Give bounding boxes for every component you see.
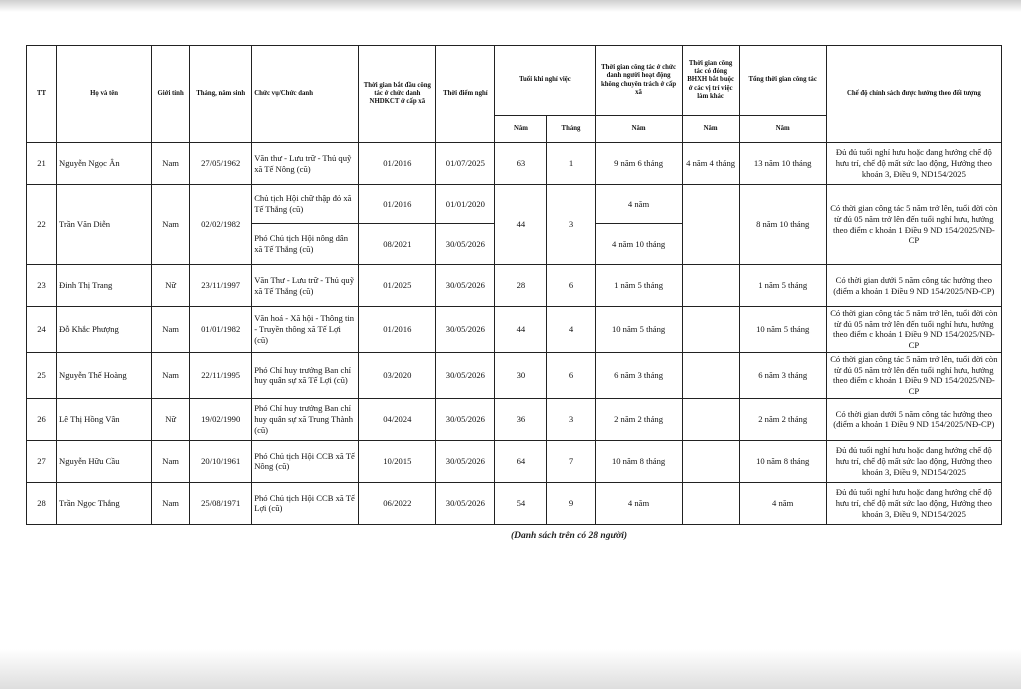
cell-age-years: 30 xyxy=(495,352,547,398)
cell-gender: Nam xyxy=(152,307,190,353)
cell-age-months: 7 xyxy=(547,440,595,482)
cell-age-years: 44 xyxy=(495,185,547,265)
table-row xyxy=(27,352,1002,398)
cell-total: 10 năm 5 tháng xyxy=(739,307,826,353)
cell-tt: 28 xyxy=(27,482,57,524)
cell-position: Phó Chủ tịch Hội CCB xã Tế Lợi (cũ) xyxy=(252,482,359,524)
cell-age-years: 54 xyxy=(495,482,547,524)
cell-gender: Nữ xyxy=(152,398,190,440)
cell-position: Văn hoá - Xã hội - Thông tin - Truyền thông xã Tế Lợi (cũ) xyxy=(252,307,359,353)
cell-bhxh xyxy=(682,265,739,307)
cell-age-months: 3 xyxy=(547,398,595,440)
cell-age-months: 6 xyxy=(547,352,595,398)
table-row xyxy=(27,265,1002,307)
cell-dob: 02/02/1982 xyxy=(190,185,252,265)
cell-tt: 23 xyxy=(27,265,57,307)
cell-name: Trần Văn Diễn xyxy=(57,185,152,265)
col-policy: Chế độ chính sách được hưởng theo đối tượng xyxy=(826,46,1001,143)
cell-age-years: 44 xyxy=(495,307,547,353)
cell-tt: 27 xyxy=(27,440,57,482)
cell-policy: Đủ đủ tuổi nghỉ hưu hoặc đang hưởng chế độ hưu trí, chế độ mất sức lao động, Hưởng theo khoản 3, Điều 9, ND154/2025 xyxy=(826,482,1001,524)
cell-dob: 20/10/1961 xyxy=(190,440,252,482)
col-bhxh-unit: Năm xyxy=(682,116,739,143)
cell-policy: Đủ đủ tuổi nghỉ hưu hoặc đang hưởng chế độ hưu trí, chế độ mất sức lao động, Hưởng theo khoản 3, Điều 9, ND154/2025 xyxy=(826,143,1001,185)
header-row-1 xyxy=(27,46,1002,116)
cell-bhxh xyxy=(682,482,739,524)
cell-retire-date: 30/05/2026 xyxy=(436,440,495,482)
cell-dob: 01/01/1982 xyxy=(190,307,252,353)
col-bhxh: Thời gian công tác có đóng BHXH bắt buộc ở các vị trí việc làm khác xyxy=(682,46,739,116)
col-name: Họ và tên xyxy=(57,46,152,143)
col-work-time: Thời gian công tác ở chức danh người hoạt động không chuyên trách ở cấp xã xyxy=(595,46,682,116)
cell-total: 10 năm 8 tháng xyxy=(739,440,826,482)
cell-start: 03/2020 xyxy=(359,352,436,398)
table-row xyxy=(27,440,1002,482)
cell-total: 1 năm 5 tháng xyxy=(739,265,826,307)
cell-retire-date: 01/01/2020 xyxy=(436,185,495,224)
cell-retire-date: 30/05/2026 xyxy=(436,265,495,307)
cell-dob: 23/11/1997 xyxy=(190,265,252,307)
cell-work-time: 9 năm 6 tháng xyxy=(595,143,682,185)
cell-gender: Nam xyxy=(152,143,190,185)
cell-gender: Nam xyxy=(152,440,190,482)
cell-total: 2 năm 2 tháng xyxy=(739,398,826,440)
table-header xyxy=(27,46,1002,143)
cell-position: Văn Thư - Lưu trữ - Thủ quỹ xã Tế Thắng (cũ) xyxy=(252,265,359,307)
page-bottom-shadow xyxy=(0,649,1021,689)
cell-tt: 24 xyxy=(27,307,57,353)
cell-position: Phó Chủ tịch Hội nông dân xã Tế Thắng (cũ) xyxy=(252,224,359,265)
cell-age-years: 28 xyxy=(495,265,547,307)
cell-policy: Đủ đủ tuổi nghỉ hưu hoặc đang hưởng chế độ hưu trí, chế độ mất sức lao động, Hưởng theo khoản 3, Điều 9, ND154/2025 xyxy=(826,440,1001,482)
cell-bhxh xyxy=(682,307,739,353)
cell-dob: 22/11/1995 xyxy=(190,352,252,398)
cell-policy: Có thời gian công tác 5 năm trở lên, tuổi đời còn từ đủ 05 năm trở lên đến tuổi nghỉ hưu, hưởng theo điểm c khoản 1 Điều 9 ND 154/2025/NĐ-CP xyxy=(826,307,1001,353)
cell-gender: Nam xyxy=(152,352,190,398)
cell-retire-date: 30/05/2026 xyxy=(436,482,495,524)
cell-work-time: 4 năm xyxy=(595,482,682,524)
cell-name: Lê Thị Hồng Vân xyxy=(57,398,152,440)
cell-start: 10/2015 xyxy=(359,440,436,482)
cell-position: Phó Chỉ huy trưởng Ban chỉ huy quân sự xã Tế Lợi (cũ) xyxy=(252,352,359,398)
cell-dob: 25/08/1971 xyxy=(190,482,252,524)
cell-retire-date: 30/05/2026 xyxy=(436,398,495,440)
cell-age-months: 9 xyxy=(547,482,595,524)
cell-work-time: 1 năm 5 tháng xyxy=(595,265,682,307)
cell-policy: Có thời gian công tác 5 năm trở lên, tuổi đời còn từ đủ 05 năm trở lên đến tuổi nghỉ hưu, hưởng theo điểm c khoản 1 Điều 9 ND 154/2025/NĐ-CP xyxy=(826,185,1001,265)
cell-gender: Nữ xyxy=(152,265,190,307)
cell-start: 01/2025 xyxy=(359,265,436,307)
cell-bhxh xyxy=(682,185,739,265)
table-body xyxy=(27,143,1002,525)
cell-policy: Có thời gian dưới 5 năm công tác hưởng theo (điểm a khoản 1 Điều 9 ND 154/2025/NĐ-CP) xyxy=(826,265,1001,307)
cell-name: Đỗ Khắc Phượng xyxy=(57,307,152,353)
cell-retire-date: 30/05/2026 xyxy=(436,307,495,353)
personnel-table xyxy=(26,45,1002,525)
page-top-shadow xyxy=(0,0,1021,12)
table-row xyxy=(27,482,1002,524)
cell-age-months: 6 xyxy=(547,265,595,307)
cell-retire-date: 30/05/2026 xyxy=(436,352,495,398)
col-total-unit: Năm xyxy=(739,116,826,143)
cell-name: Đinh Thị Trang xyxy=(57,265,152,307)
cell-start: 01/2016 xyxy=(359,143,436,185)
cell-dob: 19/02/1990 xyxy=(190,398,252,440)
cell-work-time: 10 năm 5 tháng xyxy=(595,307,682,353)
cell-policy: Có thời gian dưới 5 năm công tác hưởng theo (điểm a khoản 1 Điều 9 ND 154/2025/NĐ-CP) xyxy=(826,398,1001,440)
cell-start: 08/2021 xyxy=(359,224,436,265)
cell-name: Nguyễn Ngọc Ân xyxy=(57,143,152,185)
cell-tt: 26 xyxy=(27,398,57,440)
cell-total: 13 năm 10 tháng xyxy=(739,143,826,185)
list-caption: (Danh sách trên có 28 người) xyxy=(510,531,628,541)
col-tt: TT xyxy=(27,46,57,143)
col-position: Chức vụ/Chức danh xyxy=(252,46,359,143)
cell-work-time: 6 năm 3 tháng xyxy=(595,352,682,398)
col-retire-date: Thời điểm nghỉ xyxy=(436,46,495,143)
cell-position: Văn thư - Lưu trữ - Thủ quỹ xã Tế Nông (cũ) xyxy=(252,143,359,185)
col-dob: Tháng, năm sinh xyxy=(190,46,252,143)
cell-tt: 21 xyxy=(27,143,57,185)
cell-name: Nguyễn Thế Hoàng xyxy=(57,352,152,398)
cell-age-months: 4 xyxy=(547,307,595,353)
cell-gender: Nam xyxy=(152,482,190,524)
cell-total: 6 năm 3 tháng xyxy=(739,352,826,398)
cell-retire-date: 01/07/2025 xyxy=(436,143,495,185)
col-gender: Giới tính xyxy=(152,46,190,143)
cell-bhxh: 4 năm 4 tháng xyxy=(682,143,739,185)
col-age-years: Năm xyxy=(495,116,547,143)
cell-start: 01/2016 xyxy=(359,185,436,224)
cell-start: 01/2016 xyxy=(359,307,436,353)
cell-total: 4 năm xyxy=(739,482,826,524)
cell-name: Nguyễn Hữu Cầu xyxy=(57,440,152,482)
cell-age-years: 63 xyxy=(495,143,547,185)
cell-start: 04/2024 xyxy=(359,398,436,440)
col-age-months: Tháng xyxy=(547,116,595,143)
cell-tt: 22 xyxy=(27,185,57,265)
table-row xyxy=(27,143,1002,185)
cell-policy: Có thời gian công tác 5 năm trở lên, tuổi đời còn từ đủ 05 năm trở lên đến tuổi nghỉ hưu, hưởng theo điểm c khoản 1 Điều 9 ND 154/2025/NĐ-CP xyxy=(826,352,1001,398)
cell-work-time: 10 năm 8 tháng xyxy=(595,440,682,482)
cell-work-time: 4 năm xyxy=(595,185,682,224)
cell-work-time: 4 năm 10 tháng xyxy=(595,224,682,265)
cell-name: Trần Ngọc Thắng xyxy=(57,482,152,524)
col-start: Thời gian bắt đầu công tác ở chức danh NHDKCT ở cấp xã xyxy=(359,46,436,143)
cell-bhxh xyxy=(682,398,739,440)
cell-tt: 25 xyxy=(27,352,57,398)
cell-retire-date: 30/05/2026 xyxy=(436,224,495,265)
cell-dob: 27/05/1962 xyxy=(190,143,252,185)
col-age: Tuổi khi nghỉ việc xyxy=(495,46,595,116)
cell-work-time: 2 năm 2 tháng xyxy=(595,398,682,440)
cell-start: 06/2022 xyxy=(359,482,436,524)
cell-bhxh xyxy=(682,352,739,398)
table-row xyxy=(27,185,1002,224)
cell-position: Phó Chủ tịch Hội CCB xã Tế Nông (cũ) xyxy=(252,440,359,482)
table-row xyxy=(27,307,1002,353)
col-total: Tổng thời gian công tác xyxy=(739,46,826,116)
cell-position: Chủ tịch Hội chữ thập đỏ xã Tế Thắng (cũ) xyxy=(252,185,359,224)
table-row xyxy=(27,398,1002,440)
col-work-time-unit: Năm xyxy=(595,116,682,143)
cell-total: 8 năm 10 tháng xyxy=(739,185,826,265)
cell-gender: Nam xyxy=(152,185,190,265)
cell-bhxh xyxy=(682,440,739,482)
cell-age-years: 36 xyxy=(495,398,547,440)
cell-age-years: 64 xyxy=(495,440,547,482)
cell-age-months: 1 xyxy=(547,143,595,185)
cell-position: Phó Chỉ huy trưởng Ban chỉ huy quân sự xã Trung Thành (cũ) xyxy=(252,398,359,440)
cell-age-months: 3 xyxy=(547,185,595,265)
